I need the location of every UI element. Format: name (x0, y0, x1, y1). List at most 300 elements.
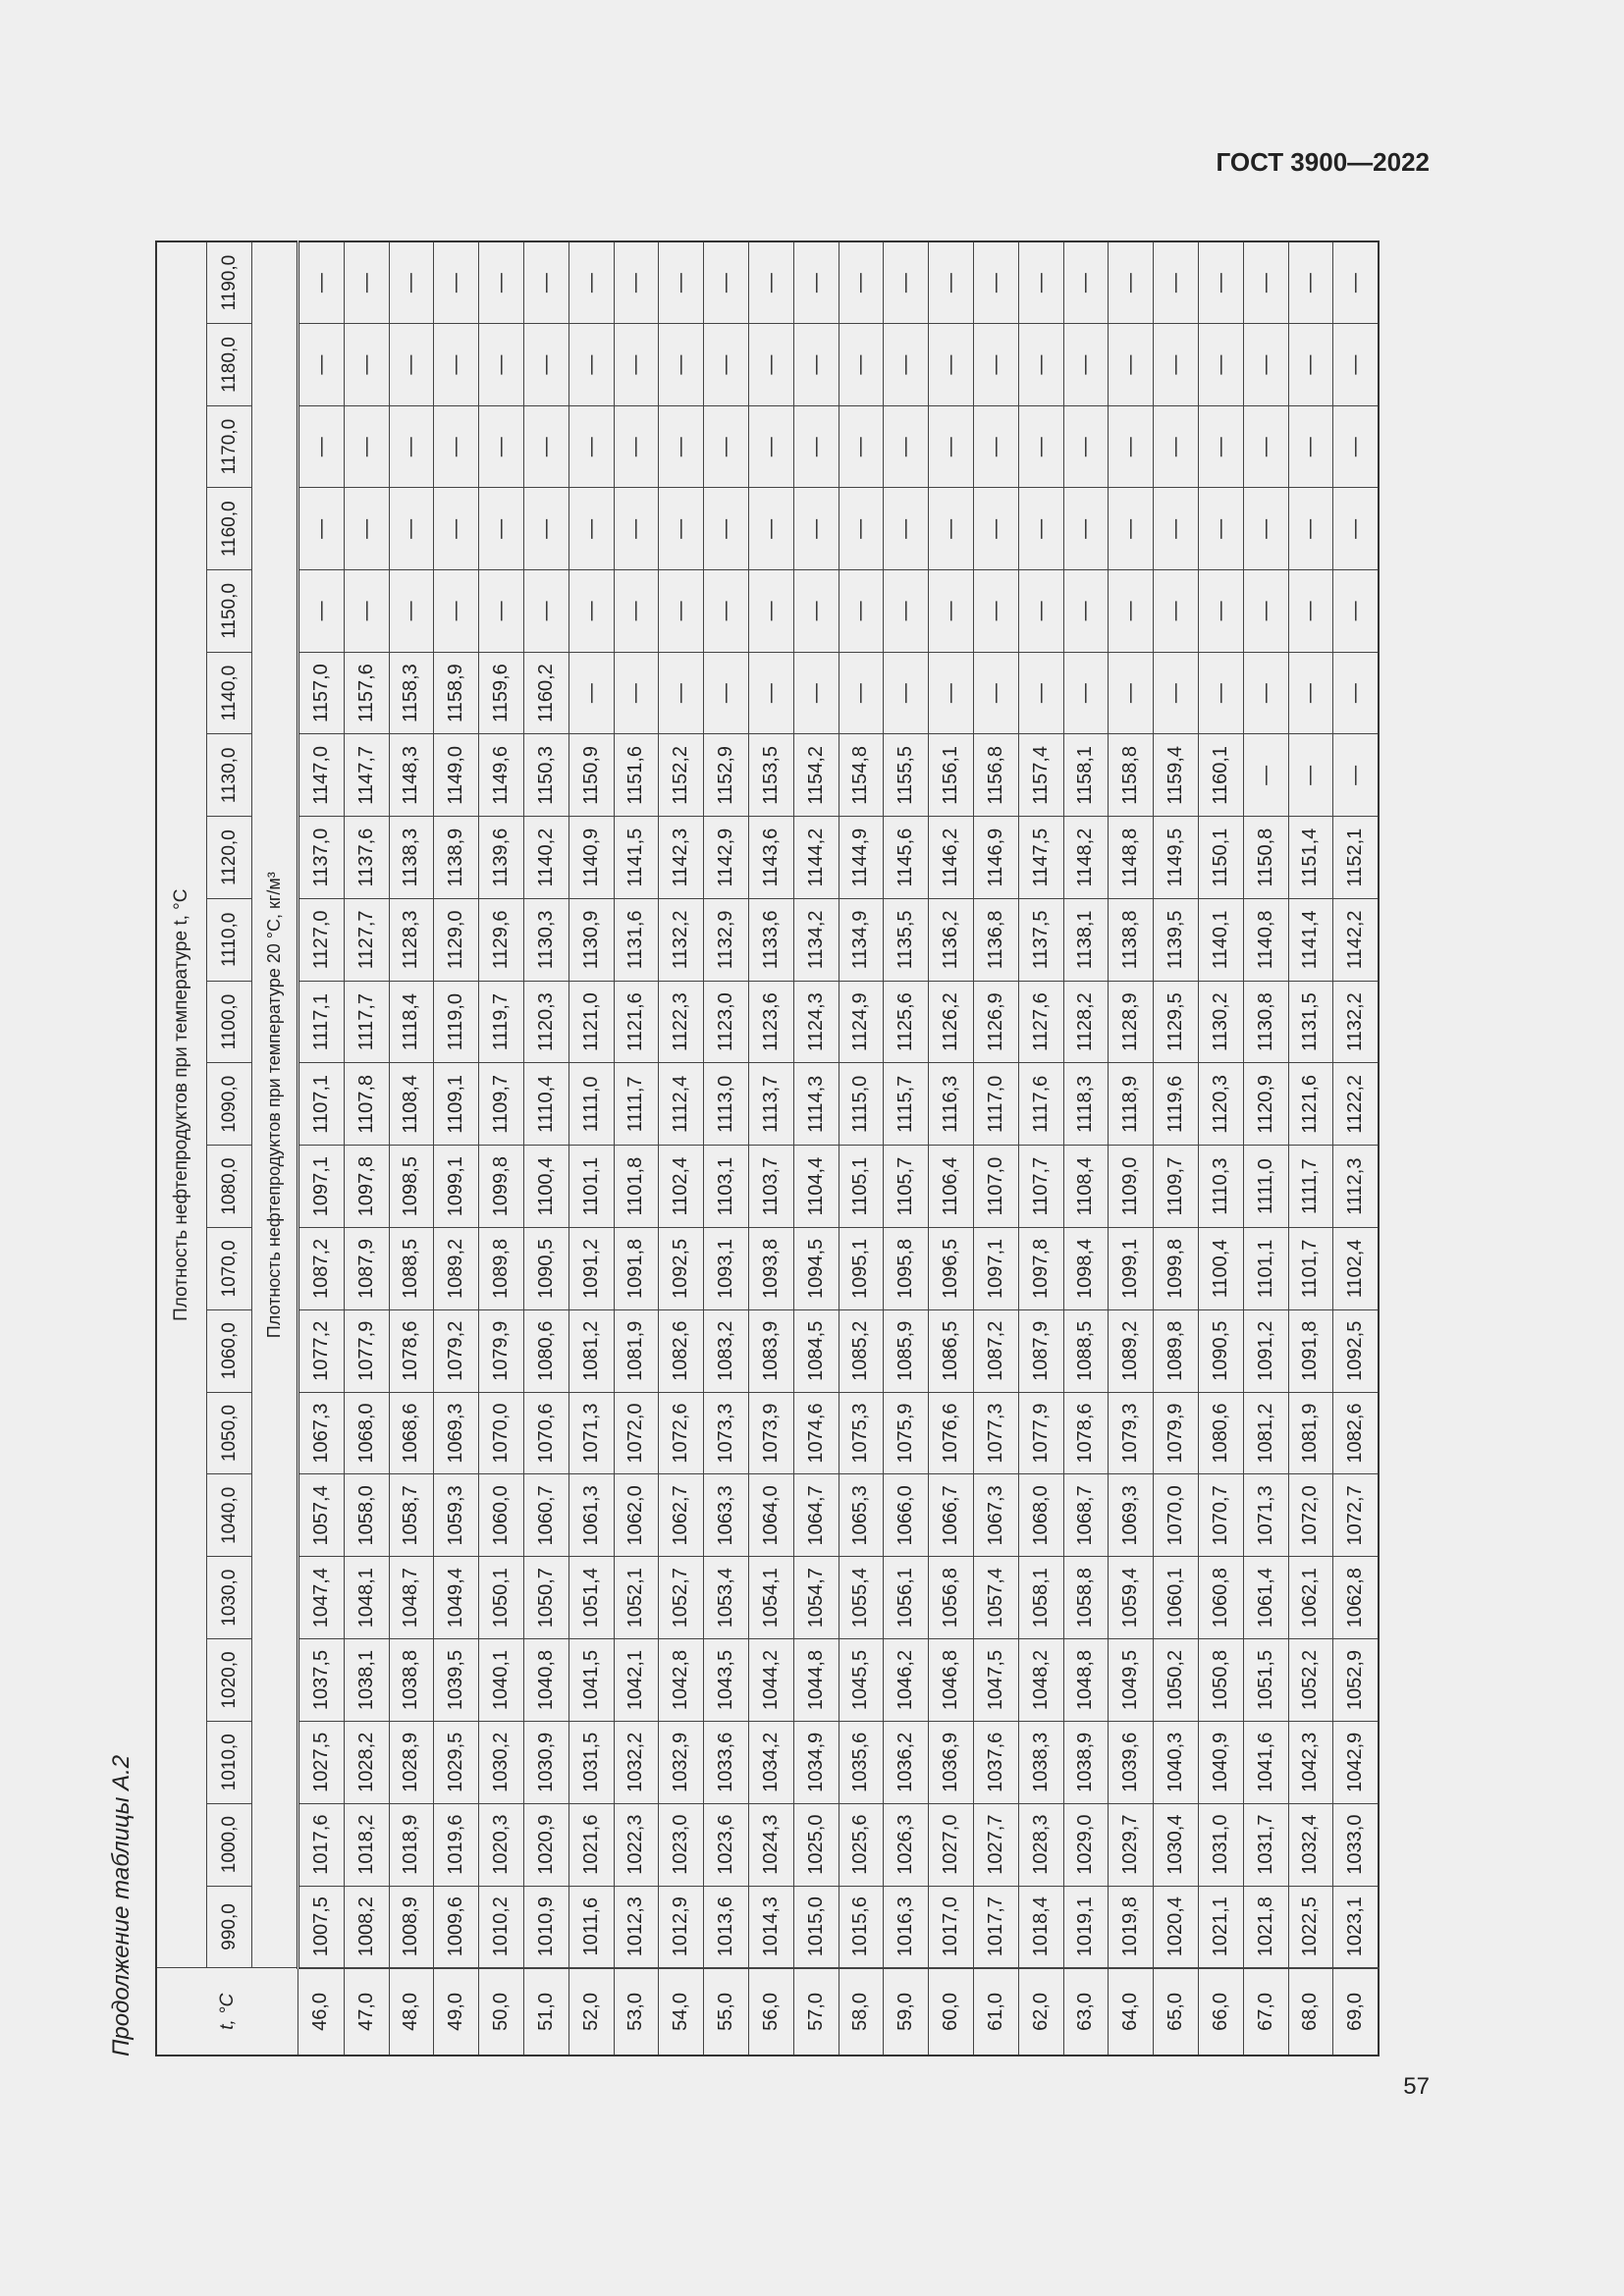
density-cell: 1145,6 (884, 817, 929, 899)
density-cell: — (298, 488, 345, 570)
density-cell: 1011,6 (568, 1886, 614, 1968)
density-cell: 1088,5 (389, 1228, 434, 1310)
density-cell: 1015,0 (793, 1886, 839, 1968)
column-header: 1130,0 (207, 734, 252, 817)
density-cell: 1098,4 (1063, 1228, 1109, 1310)
density-cell: 1049,5 (1109, 1639, 1154, 1722)
density-cell: 1152,2 (659, 734, 704, 817)
density-cell: 1086,5 (929, 1309, 974, 1392)
density-cell: — (614, 324, 659, 406)
density-cell: 1107,8 (344, 1063, 389, 1146)
density-cell: 1054,1 (748, 1557, 793, 1639)
density-cell: — (434, 324, 479, 406)
density-cell: 1159,6 (479, 652, 524, 734)
density-cell: 1032,9 (659, 1721, 704, 1803)
density-cell: 1082,6 (1333, 1392, 1379, 1474)
density-cell: 1149,5 (1154, 817, 1199, 899)
column-header: 1190,0 (207, 241, 252, 324)
density-cell: 1147,5 (1018, 817, 1063, 899)
density-cell: 1040,1 (479, 1639, 524, 1722)
density-cell: 1030,9 (523, 1721, 568, 1803)
density-cell: 1079,9 (1154, 1392, 1199, 1474)
density-cell: 1050,1 (479, 1557, 524, 1639)
density-cell: 1142,3 (659, 817, 704, 899)
density-cell: — (344, 324, 389, 406)
density-cell: 1056,1 (884, 1557, 929, 1639)
density-cell: 1023,6 (704, 1803, 749, 1886)
density-cell: — (523, 488, 568, 570)
density-cell: 1062,1 (1288, 1557, 1333, 1639)
table-row (1333, 241, 1379, 2056)
density-cell: 1134,2 (793, 898, 839, 981)
density-table (155, 240, 1380, 2056)
density-cell: 1118,3 (1063, 1063, 1109, 1146)
density-cell: 1052,9 (1333, 1639, 1379, 1722)
density-cell: — (1198, 488, 1243, 570)
table-row (1109, 241, 1154, 2056)
density-cell: 1095,8 (884, 1228, 929, 1310)
density-cell: 1100,4 (1198, 1228, 1243, 1310)
density-cell: — (1109, 241, 1154, 324)
density-cell: 1042,1 (614, 1639, 659, 1722)
density-cell: — (1333, 405, 1379, 488)
density-cell: 1042,8 (659, 1639, 704, 1722)
density-cell: 1119,7 (479, 981, 524, 1063)
density-cell: — (704, 241, 749, 324)
table-row (884, 241, 929, 2056)
density-cell: 1095,1 (839, 1228, 884, 1310)
table-row (793, 241, 839, 2056)
density-cell: — (1243, 488, 1288, 570)
density-cell: — (748, 324, 793, 406)
density-cell: 1028,3 (1018, 1803, 1063, 1886)
density-cell: 1050,8 (1198, 1639, 1243, 1722)
density-cell: 1107,7 (1018, 1146, 1063, 1228)
density-cell: 1092,5 (1333, 1309, 1379, 1392)
density-cell: 1150,3 (523, 734, 568, 817)
temperature-cell: 55,0 (704, 1968, 749, 2056)
density-cell: 1101,8 (614, 1146, 659, 1228)
density-cell: — (1198, 570, 1243, 653)
density-cell: 1083,2 (704, 1309, 749, 1392)
density-cell: — (614, 570, 659, 653)
density-cell: 1076,6 (929, 1392, 974, 1474)
density-cell: 1105,7 (884, 1146, 929, 1228)
density-cell: 1091,2 (1243, 1309, 1288, 1392)
density-cell: 1068,0 (344, 1392, 389, 1474)
density-cell: 1044,8 (793, 1639, 839, 1722)
density-cell: — (434, 241, 479, 324)
table-caption: Продолжение таблицы А.2 (108, 1754, 135, 2056)
density-cell: — (1333, 734, 1379, 817)
density-cell: 1129,5 (1154, 981, 1199, 1063)
density-cell: 1130,2 (1198, 981, 1243, 1063)
density-cell: 1068,6 (389, 1392, 434, 1474)
density-cell: — (568, 652, 614, 734)
density-cell: 1127,6 (1018, 981, 1063, 1063)
density-cell: 1142,9 (704, 817, 749, 899)
table-row (973, 241, 1018, 2056)
t-column-header: t, °C (156, 1968, 298, 2056)
density-cell: — (884, 324, 929, 406)
density-cell: — (884, 241, 929, 324)
density-cell: 1160,2 (523, 652, 568, 734)
density-cell: 1041,5 (568, 1639, 614, 1722)
density-cell: 1160,1 (1198, 734, 1243, 817)
density-cell: 1062,7 (659, 1474, 704, 1557)
density-cell: — (929, 488, 974, 570)
density-cell: 1080,6 (523, 1309, 568, 1392)
density-cell: 1121,6 (1288, 1063, 1333, 1146)
density-cell: — (1154, 570, 1199, 653)
density-cell: 1087,2 (298, 1228, 345, 1310)
density-cell: 1138,1 (1063, 898, 1109, 981)
density-cell: 1109,1 (434, 1063, 479, 1146)
density-cell: — (1333, 652, 1379, 734)
table-row (344, 241, 389, 2056)
density-cell: 1018,2 (344, 1803, 389, 1886)
density-cell: — (659, 405, 704, 488)
density-cell: — (614, 241, 659, 324)
density-cell: 1040,9 (1198, 1721, 1243, 1803)
density-cell: 1099,1 (434, 1146, 479, 1228)
density-cell: 1024,3 (748, 1803, 793, 1886)
density-cell: — (884, 652, 929, 734)
density-cell: 1126,9 (973, 981, 1018, 1063)
density-cell: 1124,3 (793, 981, 839, 1063)
density-cell: — (344, 241, 389, 324)
density-cell: 1153,5 (748, 734, 793, 817)
density-cell: — (1154, 652, 1199, 734)
density-cell: 1108,4 (389, 1063, 434, 1146)
density-cell: 1018,9 (389, 1803, 434, 1886)
density-cell: — (973, 652, 1018, 734)
density-cell: — (1018, 652, 1063, 734)
table-row (704, 241, 749, 2056)
density-cell: 1062,8 (1333, 1557, 1379, 1639)
density-cell: 1055,4 (839, 1557, 884, 1639)
density-cell: 1079,3 (1109, 1392, 1154, 1474)
table-row (1198, 241, 1243, 2056)
table-row (839, 241, 884, 2056)
density-cell: — (793, 570, 839, 653)
density-cell: 1093,1 (704, 1228, 749, 1310)
density-cell: 1111,7 (614, 1063, 659, 1146)
density-cell: 1100,4 (523, 1146, 568, 1228)
density-cell: 1043,5 (704, 1639, 749, 1722)
density-cell: 1136,2 (929, 898, 974, 981)
column-header-row (207, 241, 252, 2056)
density-cell: — (1109, 405, 1154, 488)
density-cell: 1028,9 (389, 1721, 434, 1803)
table-row (1063, 241, 1109, 2056)
density-cell: 1121,6 (614, 981, 659, 1063)
density-cell: — (1109, 488, 1154, 570)
density-cell: 1157,6 (344, 652, 389, 734)
density-cell: — (389, 488, 434, 570)
density-cell: — (1063, 488, 1109, 570)
density-cell: — (1288, 652, 1333, 734)
density-cell: — (1333, 324, 1379, 406)
density-cell: — (929, 570, 974, 653)
density-cell: 1103,1 (704, 1146, 749, 1228)
density-cell: 1081,2 (1243, 1392, 1288, 1474)
density-cell: 1146,2 (929, 817, 974, 899)
density-cell: 1111,0 (568, 1063, 614, 1146)
density-cell: 1029,7 (1109, 1803, 1154, 1886)
temperature-cell: 56,0 (748, 1968, 793, 2056)
table-row (1018, 241, 1063, 2056)
density-cell: 1072,0 (614, 1392, 659, 1474)
column-header: 1150,0 (207, 570, 252, 653)
column-header: 1080,0 (207, 1146, 252, 1228)
density-cell: 1139,5 (1154, 898, 1199, 981)
density-cell: 1120,3 (523, 981, 568, 1063)
temperature-cell: 59,0 (884, 1968, 929, 2056)
column-header: 1090,0 (207, 1063, 252, 1146)
density-cell: 1065,3 (839, 1474, 884, 1557)
density-cell: 1009,6 (434, 1886, 479, 1968)
density-cell: 1031,7 (1243, 1803, 1288, 1886)
density-cell: 1078,6 (1063, 1392, 1109, 1474)
density-cell: 1103,7 (748, 1146, 793, 1228)
density-cell: 1119,6 (1154, 1063, 1199, 1146)
density-cell: 1008,9 (389, 1886, 434, 1968)
density-cell: — (1109, 570, 1154, 653)
density-cell: 1072,0 (1288, 1474, 1333, 1557)
density-cell: 1150,9 (568, 734, 614, 817)
density-cell: — (748, 488, 793, 570)
density-cell: 1013,6 (704, 1886, 749, 1968)
density-cell: 1090,5 (523, 1228, 568, 1310)
density-cell: — (344, 488, 389, 570)
density-cell: 1117,6 (1018, 1063, 1063, 1146)
density-cell: 1111,0 (1243, 1146, 1288, 1228)
density-cell: 1152,9 (704, 734, 749, 817)
density-cell: 1140,9 (568, 817, 614, 899)
column-header: 1070,0 (207, 1228, 252, 1310)
density-cell: 1149,6 (479, 734, 524, 817)
density-cell: 1056,8 (929, 1557, 974, 1639)
density-cell: 1087,2 (973, 1309, 1018, 1392)
density-cell: 1127,7 (344, 898, 389, 981)
density-cell: 1021,8 (1243, 1886, 1288, 1968)
density-cell: — (568, 241, 614, 324)
density-cell: 1093,8 (748, 1228, 793, 1310)
density-cell: — (1198, 324, 1243, 406)
density-cell: 1115,7 (884, 1063, 929, 1146)
density-cell: — (1243, 570, 1288, 653)
density-cell: 1038,3 (1018, 1721, 1063, 1803)
density-cell: 1097,1 (973, 1228, 1018, 1310)
density-cell: 1060,7 (523, 1474, 568, 1557)
density-cell: — (568, 488, 614, 570)
density-cell: 1030,4 (1154, 1803, 1199, 1886)
density-cell: 1097,8 (1018, 1228, 1063, 1310)
density-cell: 1120,3 (1198, 1063, 1243, 1146)
density-cell: 1059,3 (434, 1474, 479, 1557)
density-cell: 1130,3 (523, 898, 568, 981)
density-cell: 1140,8 (1243, 898, 1288, 981)
density-cell: — (1154, 488, 1199, 570)
density-cell: — (973, 241, 1018, 324)
density-cell: — (1288, 734, 1333, 817)
table-row (479, 241, 524, 2056)
density-cell: 1034,9 (793, 1721, 839, 1803)
density-cell: — (1198, 652, 1243, 734)
table-row (659, 241, 704, 2056)
density-cell: 1098,5 (389, 1146, 434, 1228)
density-cell: 1088,5 (1063, 1309, 1109, 1392)
density-cell: — (793, 652, 839, 734)
density-cell: 1047,5 (973, 1639, 1018, 1722)
density-cell: 1148,3 (389, 734, 434, 817)
density-cell: 1150,8 (1243, 817, 1288, 899)
density-cell: — (434, 570, 479, 653)
density-cell: 1151,4 (1288, 817, 1333, 899)
density-cell: — (1154, 241, 1199, 324)
density-cell: 1125,6 (884, 981, 929, 1063)
density-cell: 1042,9 (1333, 1721, 1379, 1803)
density-cell: 1144,2 (793, 817, 839, 899)
density-cell: 1036,2 (884, 1721, 929, 1803)
density-cell: 1026,3 (884, 1803, 929, 1886)
density-cell: 1140,1 (1198, 898, 1243, 981)
density-cell: 1069,3 (434, 1392, 479, 1474)
density-cell: 1149,0 (434, 734, 479, 817)
density-cell: — (973, 488, 1018, 570)
temperature-cell: 60,0 (929, 1968, 974, 2056)
temperature-cell: 63,0 (1063, 1968, 1109, 2056)
density-cell: 1023,0 (659, 1803, 704, 1886)
density-cell: 1042,3 (1288, 1721, 1333, 1803)
density-cell: 1061,3 (568, 1474, 614, 1557)
density-cell: 1007,5 (298, 1886, 345, 1968)
density-cell: 1085,2 (839, 1309, 884, 1392)
density-cell: 1067,3 (973, 1474, 1018, 1557)
density-cell: — (389, 405, 434, 488)
temperature-cell: 46,0 (298, 1968, 345, 2056)
density-cell: — (973, 570, 1018, 653)
density-cell: 1012,3 (614, 1886, 659, 1968)
density-cell: 1094,5 (793, 1228, 839, 1310)
density-cell: — (1333, 570, 1379, 653)
density-cell: 1038,9 (1063, 1721, 1109, 1803)
density-cell: 1039,5 (434, 1639, 479, 1722)
density-cell: 1060,0 (479, 1474, 524, 1557)
density-cell: — (884, 570, 929, 653)
density-cell: 1062,0 (614, 1474, 659, 1557)
temperature-cell: 48,0 (389, 1968, 434, 2056)
density-cell: 1116,3 (929, 1063, 974, 1146)
density-cell: 1040,3 (1154, 1721, 1199, 1803)
density-cell: 1021,1 (1198, 1886, 1243, 1968)
column-header: 1180,0 (207, 324, 252, 406)
temperature-cell: 65,0 (1154, 1968, 1199, 2056)
column-header: 1100,0 (207, 981, 252, 1063)
column-header: 1020,0 (207, 1639, 252, 1722)
column-header: 1120,0 (207, 817, 252, 899)
density-cell: 1158,1 (1063, 734, 1109, 817)
temperature-cell: 67,0 (1243, 1968, 1288, 2056)
density-cell: — (1243, 734, 1288, 817)
density-cell: 1029,5 (434, 1721, 479, 1803)
density-cell: — (1288, 570, 1333, 653)
density-cell: 1140,2 (523, 817, 568, 899)
density-cell: 1089,8 (479, 1228, 524, 1310)
density-cell: 1085,9 (884, 1309, 929, 1392)
density-cell: 1020,9 (523, 1803, 568, 1886)
density-cell: 1058,8 (1063, 1557, 1109, 1639)
density-cell: 1137,0 (298, 817, 345, 899)
density-cell: 1154,2 (793, 734, 839, 817)
density-cell: 1014,3 (748, 1886, 793, 1968)
density-cell: 1148,2 (1063, 817, 1109, 899)
column-header: 1030,0 (207, 1557, 252, 1639)
density-cell: — (1063, 570, 1109, 653)
density-cell: — (1288, 488, 1333, 570)
density-cell: 1089,8 (1154, 1309, 1199, 1392)
density-cell: 1072,6 (659, 1392, 704, 1474)
column-header: 1000,0 (207, 1803, 252, 1886)
density-cell: 1048,7 (389, 1557, 434, 1639)
density-cell: 1132,2 (659, 898, 704, 981)
density-cell: 1060,8 (1198, 1557, 1243, 1639)
density-cell: 1012,9 (659, 1886, 704, 1968)
temperature-cell: 54,0 (659, 1968, 704, 2056)
density-cell: 1142,2 (1333, 898, 1379, 981)
density-cell: — (793, 488, 839, 570)
density-cell: 1143,6 (748, 817, 793, 899)
density-cell: 1158,9 (434, 652, 479, 734)
density-cell: — (704, 488, 749, 570)
density-cell: — (523, 405, 568, 488)
density-cell: 1068,0 (1018, 1474, 1063, 1557)
density-cell: 1115,0 (839, 1063, 884, 1146)
density-cell: 1146,9 (973, 817, 1018, 899)
density-cell: — (523, 324, 568, 406)
density-cell: 1083,9 (748, 1309, 793, 1392)
density-cell: 1015,6 (839, 1886, 884, 1968)
density-cell: 1032,4 (1288, 1803, 1333, 1886)
density-cell: 1052,2 (1288, 1639, 1333, 1722)
temperature-cell: 47,0 (344, 1968, 389, 2056)
density-cell: 1122,3 (659, 981, 704, 1063)
column-header: 1160,0 (207, 488, 252, 570)
density-cell: 1057,4 (298, 1474, 345, 1557)
density-cell: 1067,3 (298, 1392, 345, 1474)
density-cell: 1027,5 (298, 1721, 345, 1803)
density-cell: 1101,7 (1288, 1228, 1333, 1310)
density-cell: — (298, 324, 345, 406)
density-cell: 1046,8 (929, 1639, 974, 1722)
density-cell: 1081,9 (1288, 1392, 1333, 1474)
density-cell: — (389, 570, 434, 653)
density-cell: 1053,4 (704, 1557, 749, 1639)
density-cell: 1010,2 (479, 1886, 524, 1968)
density-cell: — (659, 241, 704, 324)
density-cell: 1156,1 (929, 734, 974, 817)
density-cell: 1033,0 (1333, 1803, 1379, 1886)
density-cell: 1028,2 (344, 1721, 389, 1803)
density-cell: — (1063, 324, 1109, 406)
density-cell: 1064,0 (748, 1474, 793, 1557)
density-cell: 1092,5 (659, 1228, 704, 1310)
density-cell: 1061,4 (1243, 1557, 1288, 1639)
column-header: 1050,0 (207, 1392, 252, 1474)
column-header: 990,0 (207, 1886, 252, 1968)
density-cell: 1020,4 (1154, 1886, 1199, 1968)
